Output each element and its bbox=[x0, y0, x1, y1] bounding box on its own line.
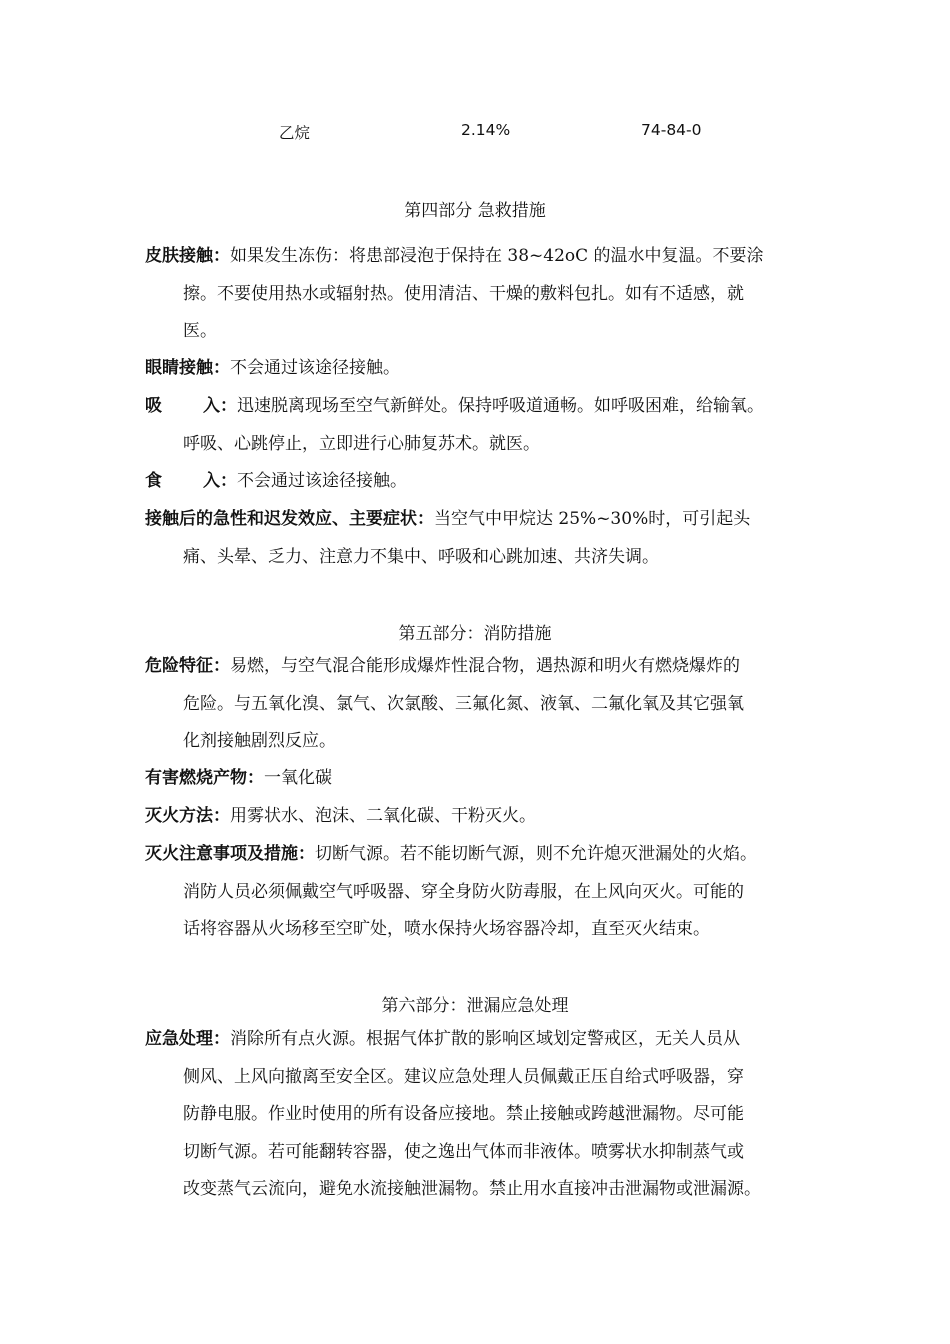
precautions-line-1: 切断气源。若不能切断气源，则不允许熄灭泄漏处的火焰。 bbox=[315, 844, 757, 864]
extinguishing-method-entry bbox=[145, 798, 811, 836]
section6-title: 第六部分：泄漏应急处理 bbox=[381, 996, 569, 1016]
combustion-products-label: 有害燃烧产物： bbox=[145, 768, 264, 788]
precautions-line-2: 消防人员必须佩戴空气呼吸器、穿全身防火防毒服，在上风向灭火。可能的 bbox=[183, 881, 744, 902]
emergency-response-line-5: 改变蒸气云流向，避免水流接触泄漏物。禁止用水直接冲击泄漏物或泄漏源。 bbox=[183, 1179, 761, 1199]
emergency-response-line-1: 消除所有点火源。根据气体扩散的影响区域划定警戒区，无关人员从 bbox=[230, 1029, 740, 1049]
ingestion-label-b: 入： bbox=[203, 471, 237, 491]
ingestion-entry bbox=[145, 463, 811, 501]
ingestion-label-a: 食 bbox=[145, 471, 162, 491]
emergency-response-label: 应急处理： bbox=[145, 1029, 230, 1049]
ingestion-text: 不会通过该途径接触。 bbox=[237, 471, 407, 491]
skin-contact-line-2: 擦。不要使用热水或辐射热。使用清洁、干燥的敷料包扎。如有不适感，就 bbox=[183, 283, 744, 304]
eye-contact-entry bbox=[145, 350, 811, 388]
inhalation-entry bbox=[145, 388, 811, 463]
inhalation-line-1: 迅速脱离现场至空气新鲜处。保持呼吸道通畅。如呼吸困难，给输氧。 bbox=[237, 396, 764, 416]
symptoms-line-1: 当空气中甲烷达 25%~30%时，可引起头 bbox=[434, 509, 751, 529]
extinguishing-method-text: 用雾状水、泡沫、二氧化碳、干粉灭火。 bbox=[230, 806, 536, 826]
skin-contact-label: 皮肤接触： bbox=[145, 246, 230, 266]
inhalation-label-b: 入： bbox=[203, 396, 237, 416]
eye-contact-label: 眼睛接触： bbox=[145, 358, 230, 378]
inhalation-label-a: 吸 bbox=[145, 396, 162, 416]
component-row bbox=[0, 121, 950, 145]
skin-contact-line-3: 医。 bbox=[183, 321, 217, 341]
emergency-response-line-3: 防静电服。作业时使用的所有设备应接地。禁止接触或跨越泄漏物。尽可能 bbox=[183, 1104, 744, 1124]
emergency-response-line-4: 切断气源。若可能翻转容器，使之逸出气体而非液体。喷雾状水抑制蒸气或 bbox=[183, 1141, 744, 1162]
skin-contact-line-1: 如果发生冻伤：将患部浸泡于保持在 38~42oC 的温水中复温。不要涂 bbox=[230, 246, 764, 266]
precautions-line-3: 话将容器从火场移至空旷处，喷水保持火场容器冷却，直至灭火结束。 bbox=[183, 919, 710, 939]
combustion-products-text: 一氧化碳 bbox=[264, 768, 332, 788]
hazard-line-3: 化剂接触剧烈反应。 bbox=[183, 731, 336, 751]
skin-contact-entry bbox=[145, 238, 811, 351]
hazard-line-2: 危险。与五氧化溴、氯气、次氯酸、三氟化氮、液氧、二氟化氧及其它强氧 bbox=[183, 693, 744, 714]
component-name: 乙烷 bbox=[279, 124, 311, 142]
symptoms-entry bbox=[145, 501, 811, 576]
component-percent: 2.14% bbox=[461, 121, 511, 139]
section5-title: 第五部分：消防措施 bbox=[398, 624, 552, 644]
extinguishing-method-label: 灭火方法： bbox=[145, 806, 230, 826]
inhalation-line-2: 呼吸、心跳停止，立即进行心肺复苏术。就医。 bbox=[183, 433, 540, 454]
emergency-response-entry bbox=[145, 1021, 811, 1209]
symptoms-label: 接触后的急性和迟发效应、主要症状： bbox=[145, 509, 434, 529]
emergency-response-line-2: 侧风、上风向撤离至安全区。建议应急处理人员佩戴正压自给式呼吸器，穿 bbox=[183, 1066, 744, 1087]
eye-contact-text: 不会通过该途径接触。 bbox=[230, 358, 400, 378]
component-cas: 74-84-0 bbox=[641, 121, 702, 139]
hazard-label: 危险特征： bbox=[145, 656, 230, 676]
precautions-label: 灭火注意事项及措施： bbox=[145, 844, 315, 864]
hazard-line-1: 易燃，与空气混合能形成爆炸性混合物，遇热源和明火有燃烧爆炸的 bbox=[230, 656, 740, 676]
hazard-entry bbox=[145, 648, 811, 761]
section4-title: 第四部分 急救措施 bbox=[404, 201, 546, 221]
combustion-products-entry bbox=[145, 760, 811, 798]
symptoms-line-2: 痛、头晕、乏力、注意力不集中、呼吸和心跳加速、共济失调。 bbox=[183, 546, 659, 567]
precautions-entry bbox=[145, 836, 811, 949]
